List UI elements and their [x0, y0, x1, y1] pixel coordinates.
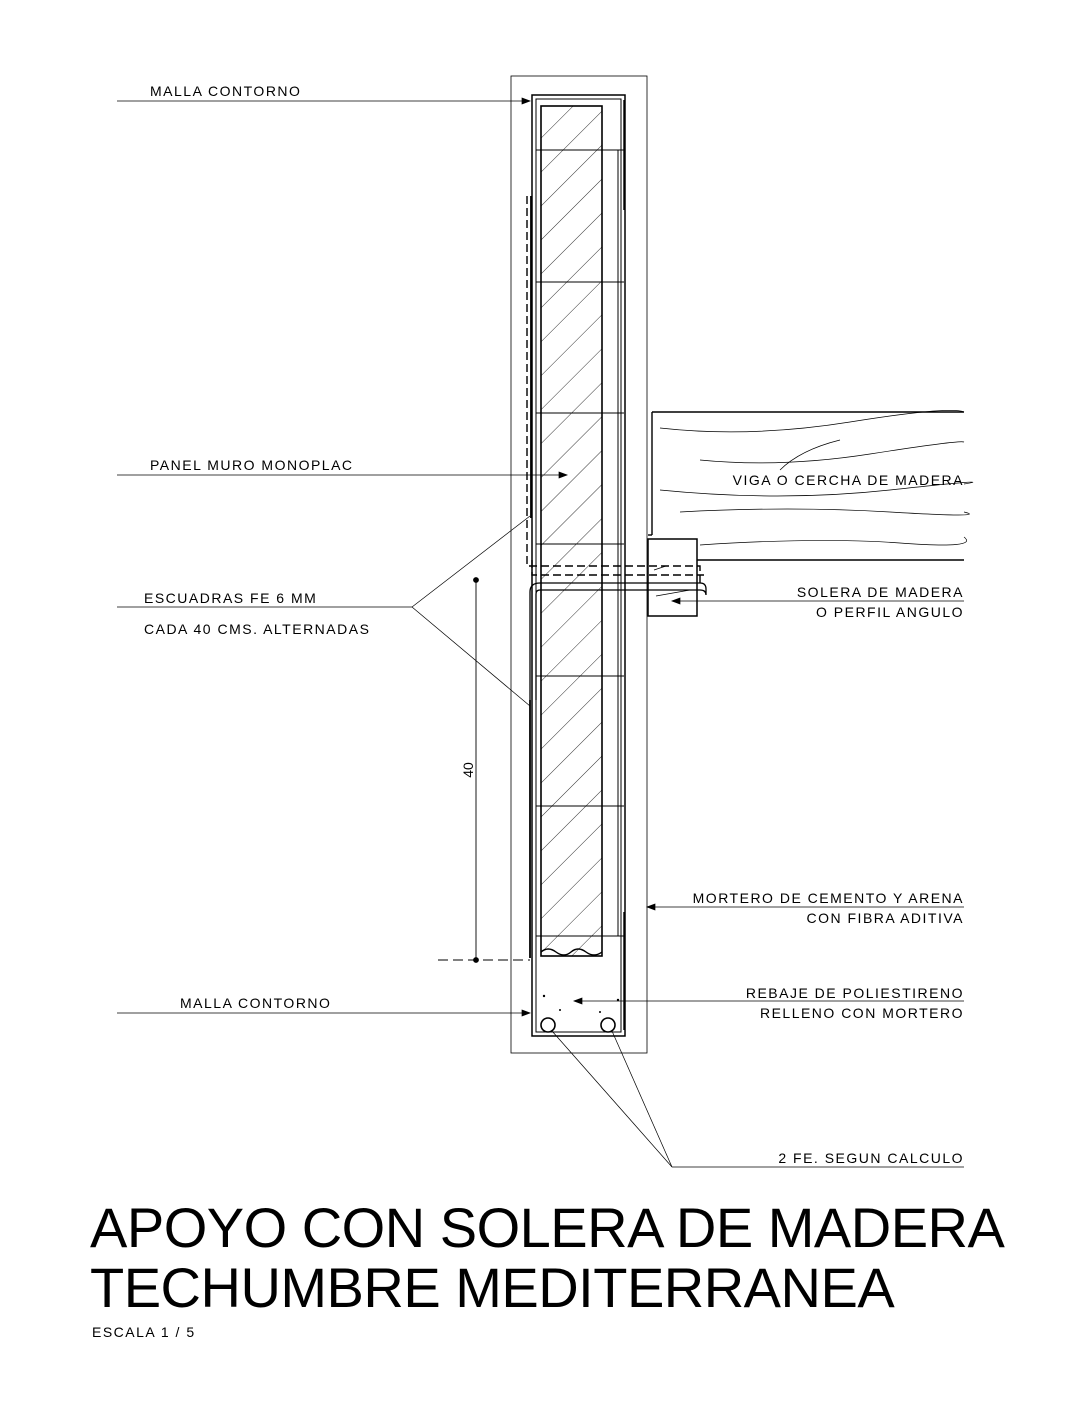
solera-grain [656, 590, 690, 596]
label-solera-line2: O PERFIL ANGULO [815, 604, 964, 620]
label-escuadras-line1: ESCUADRAS FE 6 MM [144, 590, 318, 606]
label-mortero-line1: MORTERO DE CEMENTO Y ARENA [692, 890, 964, 906]
label-rebaje-line2: RELLENO CON MORTERO [759, 1005, 964, 1021]
label-solera-line1: SOLERA DE MADERA [796, 584, 964, 600]
label-panel-muro: PANEL MURO MONOPLAC [150, 457, 354, 473]
rebar-right [601, 1018, 615, 1032]
rebar-left [541, 1018, 555, 1032]
label-malla-contorno-bottom: MALLA CONTORNO [180, 995, 332, 1011]
label-rebaje-line1: REBAJE DE POLIESTIRENO [745, 985, 964, 1001]
label-fe-calculo: 2 FE. SEGUN CALCULO [778, 1150, 964, 1166]
title-line1: APOYO CON SOLERA DE MADERA [90, 1196, 1005, 1259]
scale-label: ESCALA 1 / 5 [92, 1324, 196, 1340]
label-viga: VIGA O CERCHA DE MADERA [732, 472, 964, 488]
dimension-label-40: 40 [460, 762, 476, 778]
title-line2: TECHUMBRE MEDITERRANEA [90, 1256, 895, 1319]
polystyrene-panel [541, 106, 602, 956]
solera-block [648, 539, 697, 616]
label-mortero-line2: CON FIBRA ADITIVA [806, 910, 964, 926]
label-escuadras-line2: CADA 40 CMS. ALTERNADAS [144, 621, 371, 637]
label-malla-contorno-top: MALLA CONTORNO [150, 83, 302, 99]
